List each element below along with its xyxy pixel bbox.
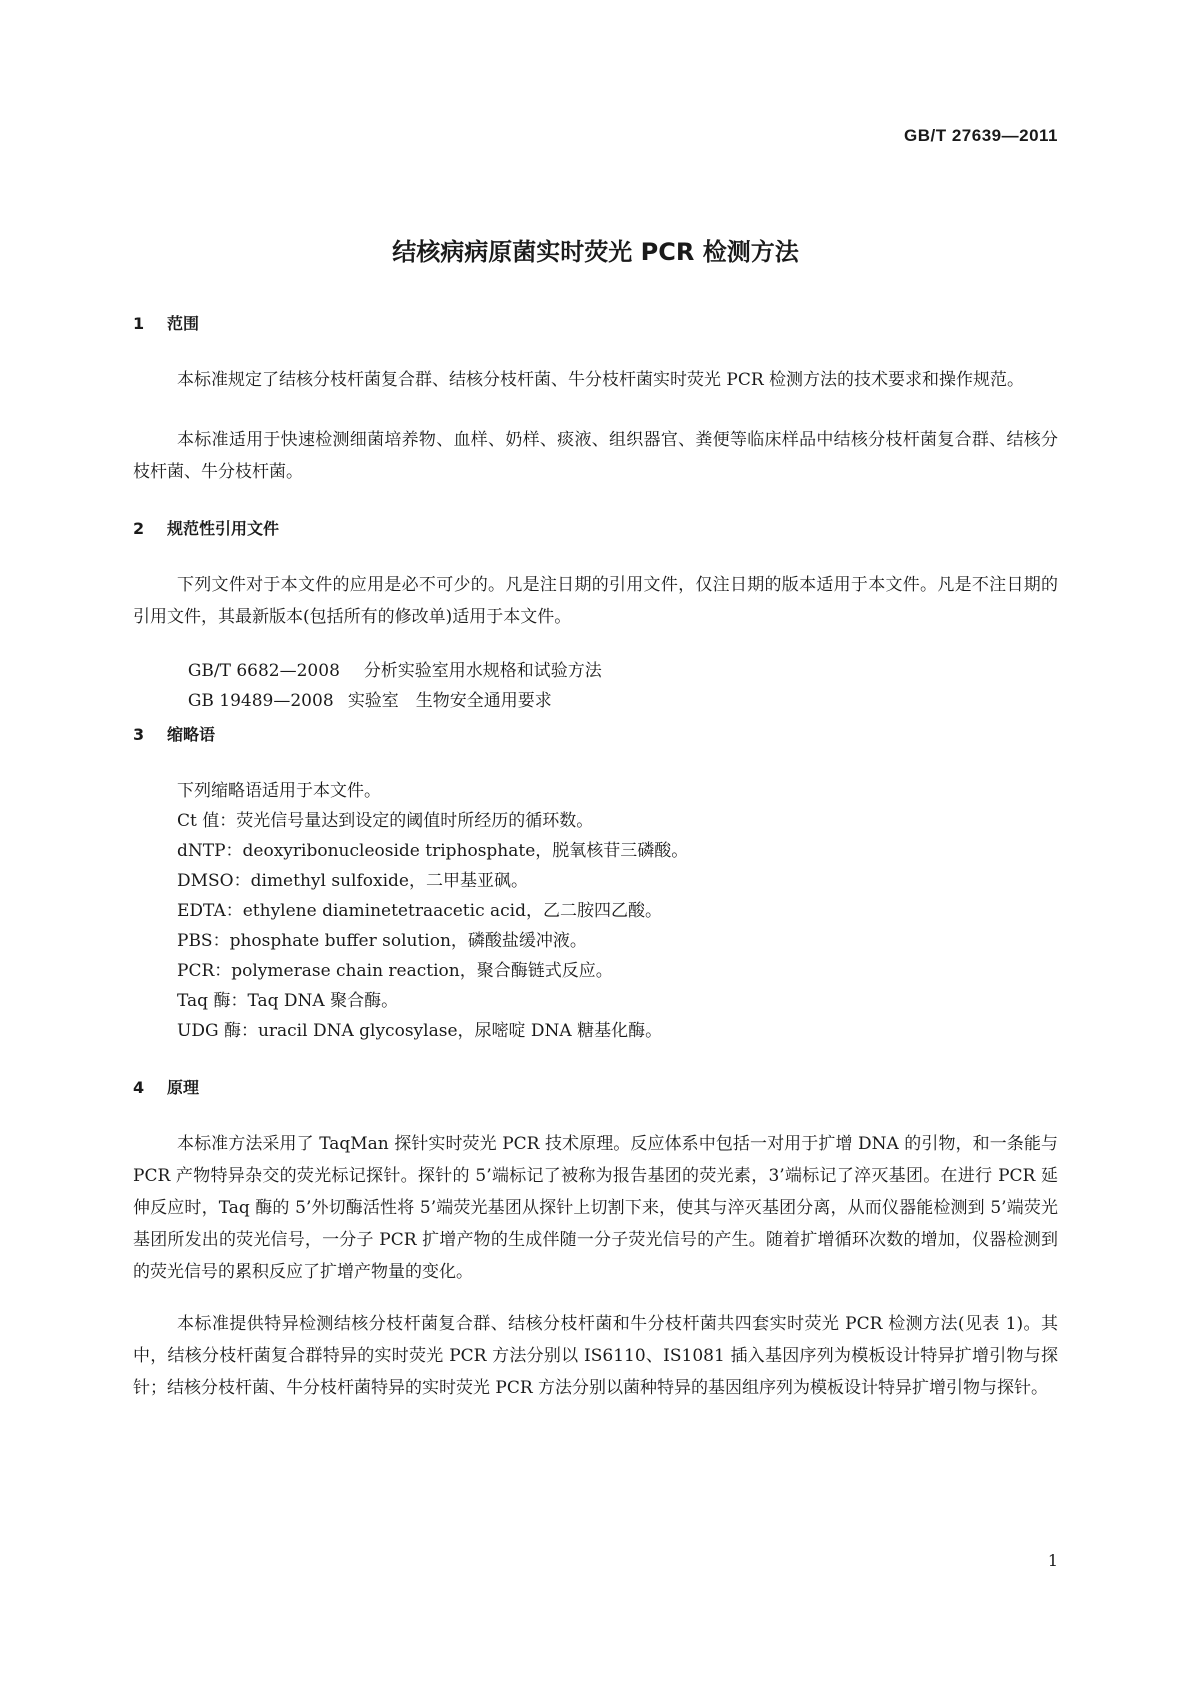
paragraph: 本标准方法采用了 TaqMan 探针实时荧光 PCR 技术原理。反应体系中包括一对用于扩增 DNA 的引物，和一条能与 PCR 产物特异杂交的荧光标记探针。探针的 5’端标记了被称为报告基团的荧光素，3’端标记了淬灭基团。在进行 PCR 延伸反应时，Taq 酶的 5’外切酶活性将 5’端荧光基团从探针上切割下来，使其与淬灭基团分离，从而仪器能检测到 5’端荧光基团所发出的荧光信号，一分子 PCR 扩增产物的生成伴随一分子荧光信号的产生。随着扩增循环次数的增加，仪器检测到的荧光信号的累积反应了扩增产物量的变化。 bbox=[133, 1134, 1058, 1282]
abbreviation-line: Taq 酶：Taq DNA 聚合酶。 bbox=[177, 991, 399, 1011]
abbreviation-line: DMSO：dimethyl sulfoxide，二甲基亚砜。 bbox=[177, 871, 528, 891]
section-number: 2 bbox=[133, 519, 145, 538]
paragraph: 下列文件对于本文件的应用是必不可少的。凡是注日期的引用文件，仅注日期的版本适用于本文件。凡是不注日期的引用文件，其最新版本(包括所有的修改单)适用于本文件。 bbox=[133, 575, 1058, 627]
abbreviation-line: PCR：polymerase chain reaction，聚合酶链式反应。 bbox=[177, 961, 613, 981]
section-number: 3 bbox=[133, 725, 145, 744]
abbreviation-line: Ct 值：荧光信号量达到设定的阈值时所经历的循环数。 bbox=[177, 811, 594, 831]
section-heading-principle bbox=[133, 1075, 199, 1098]
abbreviation-line: PBS：phosphate buffer solution，磷酸盐缓冲液。 bbox=[177, 931, 587, 951]
section-heading-normative-references bbox=[133, 516, 279, 539]
reference-item bbox=[177, 666, 552, 711]
section-heading-abbreviations bbox=[133, 722, 215, 745]
section-title: 缩略语 bbox=[167, 725, 216, 744]
section-number: 4 bbox=[133, 1078, 145, 1097]
paragraph: 本标准适用于快速检测细菌培养物、血样、奶样、痰液、组织器官、粪便等临床样品中结核分枝杆菌复合群、结核分枝杆菌、牛分枝杆菌。 bbox=[133, 430, 1058, 482]
section-heading-scope bbox=[133, 311, 199, 334]
section-number: 1 bbox=[133, 314, 145, 333]
reference-title: 分析实验室用水规格和试验方法 bbox=[363, 661, 602, 681]
paragraph: 本标准提供特异检测结核分枝杆菌复合群、结核分枝杆菌和牛分枝杆菌共四套实时荧光 PCR 检测方法(见表 1)。其中，结核分枝杆菌复合群特异的实时荧光 PCR 方法分别以 IS6110、IS1081 插入基因序列为模板设计特异扩增引物与探针；结核分枝杆菌、牛分枝杆菌特异的实时荧光 PCR 方法分别以菌种特异的基因组序列为模板设计特异扩增引物与探针。 bbox=[133, 1314, 1058, 1398]
reference-code: GB 19489—2008 bbox=[187, 691, 334, 711]
abbreviation-line: UDG 酶：uracil DNA glycosylase，尿嘧啶 DNA 糖基化酶。 bbox=[177, 1021, 663, 1041]
abbreviation-line: EDTA：ethylene diaminetetraacetic acid，乙二胺四乙酸。 bbox=[177, 901, 662, 921]
document-title: 结核病病原菌实时荧光 PCR 检测方法 bbox=[392, 238, 799, 266]
paragraph: 本标准规定了结核分枝杆菌复合群、结核分枝杆菌、牛分枝杆菌实时荧光 PCR 检测方法的技术要求和操作规范。 bbox=[177, 370, 1025, 390]
section-title: 原理 bbox=[167, 1078, 200, 1097]
abbreviation-line: 下列缩略语适用于本文件。 bbox=[177, 781, 381, 801]
section-title: 范围 bbox=[167, 314, 200, 333]
page-number: 1 bbox=[1047, 1551, 1058, 1570]
section-title: 规范性引用文件 bbox=[167, 519, 280, 538]
reference-title: 实验室 生物安全通用要求 bbox=[347, 691, 552, 711]
reference-code: GB/T 6682—2008 bbox=[187, 661, 340, 681]
abbreviation-line: dNTP：deoxyribonucleoside triphosphate，脱氧核苷三磷酸。 bbox=[177, 841, 689, 861]
standard-code: GB/T 27639—2011 bbox=[904, 126, 1058, 145]
